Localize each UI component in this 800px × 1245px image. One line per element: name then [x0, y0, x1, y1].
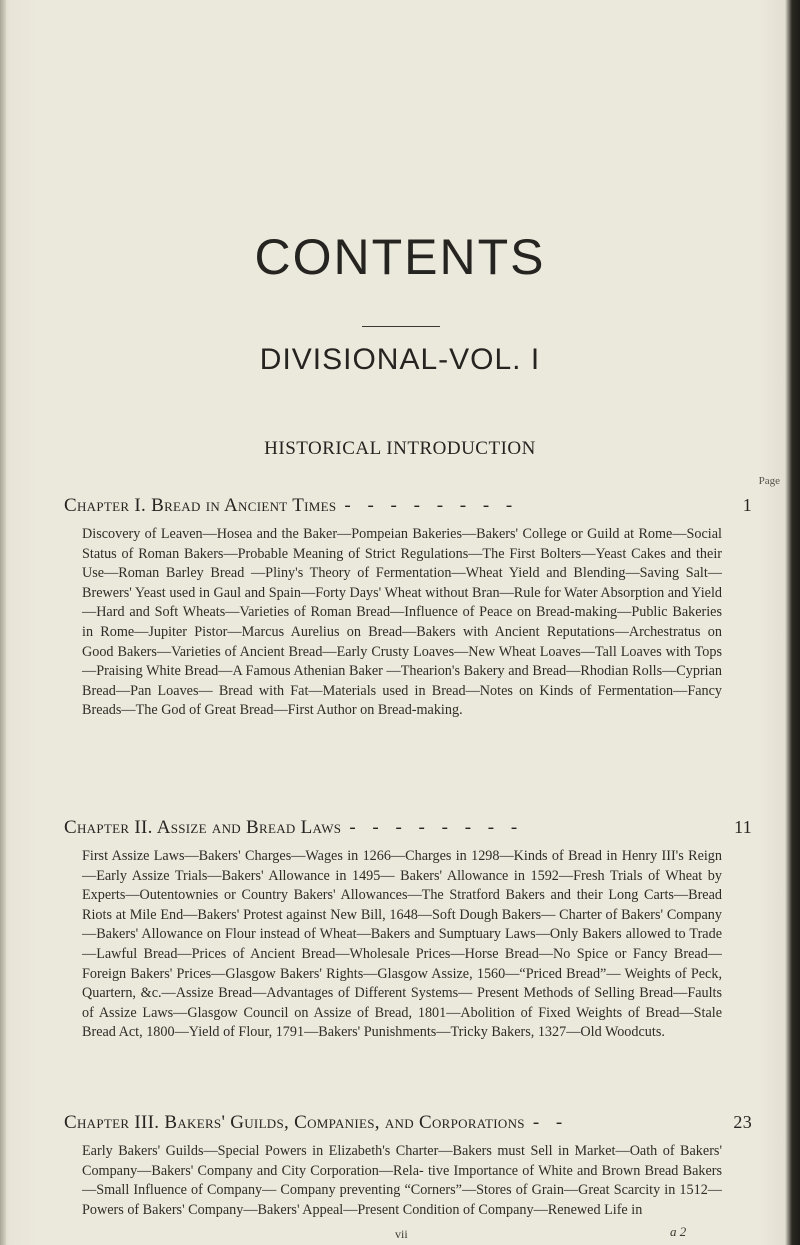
dot-leader: - - - - - - - - [349, 817, 524, 838]
chapter-entry-2 [64, 817, 752, 1043]
chapter-page-number: 1 [742, 495, 752, 515]
page-column-label: Page [758, 475, 780, 487]
chapter-title: Chapter II. Assize and Bread Laws [64, 817, 342, 838]
section-heading: HISTORICAL INTRODUCTION [264, 438, 536, 459]
book-binding-edge [0, 0, 6, 1245]
page-title: CONTENTS [254, 229, 546, 285]
folio-number: vii [395, 1227, 408, 1241]
chapter-title: Chapter I. Bread in Ancient Times [64, 495, 337, 516]
chapter-summary: Discovery of Leaven—Hosea and the Baker—Pompeian Bakeries—Bakers' College or Guild at Rome—Social Status of Roman Bakers—Probable Meaning of Strict Regulations—The First Bolters—Yeast Cakes and their Use—Roman Barley Bread —Pliny's Theory of Fermentation—Wheat Yield and Blending—Saving Salt— Brewers' Yeast used in Gaul and Spain—Forty Days' Wheat without Bran—Rule for Water Absorption and Yield—Hard and Soft Wheats—Varieties of Roman Bread—Influence of Peace on Bread-making—Public Bakeries in Rome—Jupiter Pistor—Marcus Aurelius on Bread—Bakers with Ancient Reputations—Archestratus on Good Bakers—Varieties of Ancient Bread—Early Crusty Loaves—New Wheat Loaves—Tall Loaves with Tops—Praising White Bread—A Famous Athenian Baker —Thearion's Bakery and Bread—Rhodian Rolls—Cyprian Bread—Pan Loaves— Bread with Fat—Materials used in Bread—Notes on Kinds of Fermentation—Fancy Breads—The God of Great Bread—First Author on Bread-making. [82, 526, 722, 719]
volume-subtitle: DIVISIONAL-VOL. I [259, 343, 541, 376]
chapter-heading-row [64, 495, 752, 517]
signature-mark: a 2 [670, 1224, 687, 1239]
chapter-heading-row [64, 1112, 752, 1134]
title-divider [362, 326, 440, 327]
dot-leader: - - [532, 1112, 569, 1133]
chapter-entry-1 [64, 495, 752, 721]
chapter-heading-row [64, 817, 752, 839]
dot-leader: - - - - - - - - [344, 495, 519, 516]
chapter-title: Chapter III. Bakers' Guilds, Companies, and Corporations [64, 1112, 525, 1133]
chapter-entry-3 [64, 1112, 752, 1220]
chapter-page-number: 11 [734, 817, 752, 837]
chapter-summary: First Assize Laws—Bakers' Charges—Wages in 1266—Charges in 1298—Kinds of Bread in Henry III's Reign—Early Assize Trials—Bakers' Allowance in 1495— Bakers' Allowance in 1592—Fresh Trials of Wheat by Experts—Outentownies or Country Bakers' Allowances—The Stratford Bakers and their Long Carts—Bread Riots at Mile End—Bakers' Protest against New Bill, 1648—Soft Dough Bakers— Charter of Bakers' Company—Bakers' Allowance on Flour instead of Wheat—Bakers and Sumptuary Laws—Only Bakers allowed to Trade—Lawful Bread—Prices of Ancient Bread—Wholesale Prices—Horse Bread—No Spice or Fancy Bread—Foreign Bakers' Prices—Glasgow Bakers' Rights—Glasgow Assize, 1560—“Priced Bread”— Weights of Peck, Quartern, &c.—Assize Bread—Advantages of Different Systems— Present Methods of Selling Bread—Faults of Assize Laws—Glasgow Council on Assize of Bread, 1801—Abolition of Fixed Weights of Bread—Stale Bread Act, 1800—Yield of Flour, 1791—Bakers' Punishments—Tricky Bakers, 1327—Old Woodcuts. [82, 848, 722, 1041]
chapter-summary: Early Bakers' Guilds—Special Powers in Elizabeth's Charter—Bakers must Sell in Market—Oath of Bakers' Company—Bakers' Company and City Corporation—Rela- tive Importance of White and Brown Bread Bakers—Small Influence of Company— Company preventing “Corners”—Stores of Grain—Great Scarcity in 1512—Powers of Bakers' Company—Bakers' Appeal—Present Condition of Company—Renewed Life in [82, 1143, 722, 1218]
chapter-page-number: 23 [733, 1112, 752, 1132]
